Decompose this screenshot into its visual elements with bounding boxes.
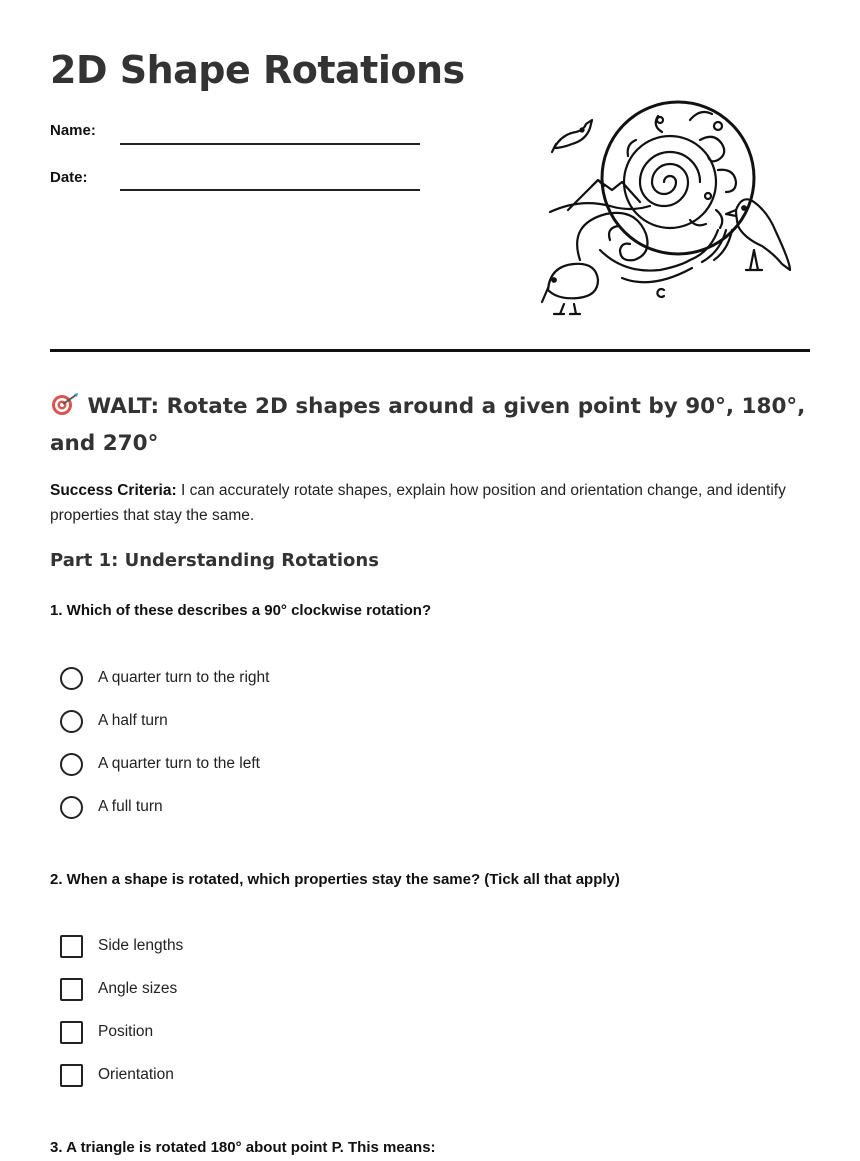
success-criteria — [50, 478, 820, 528]
checkbox[interactable] — [60, 1021, 83, 1044]
question-3: 3. A triangle is rotated 180° about point P. This means: — [50, 1139, 436, 1156]
date-field[interactable] — [120, 189, 420, 191]
option-label: Side lengths — [98, 937, 184, 954]
q1-option-2[interactable] — [60, 708, 168, 734]
option-label: A quarter turn to the left — [98, 755, 260, 772]
q2-option-2[interactable] — [60, 976, 177, 1002]
option-label: Position — [98, 1023, 154, 1040]
option-label: Angle sizes — [98, 980, 178, 997]
target-icon — [50, 392, 80, 416]
success-criteria-label: Success Criteria: — [50, 482, 177, 499]
q1-option-3[interactable] — [60, 751, 260, 777]
q2-option-3[interactable] — [60, 1019, 153, 1045]
walt-heading — [50, 388, 820, 462]
date-label: Date: — [50, 169, 88, 186]
page-title: 2D Shape Rotations — [50, 48, 465, 92]
radio-button[interactable] — [60, 753, 83, 776]
radio-button[interactable] — [60, 710, 83, 733]
q1-option-4[interactable] — [60, 794, 163, 820]
q2-option-4[interactable] — [60, 1062, 174, 1088]
option-label: Orientation — [98, 1066, 174, 1083]
radio-button[interactable] — [60, 796, 83, 819]
name-label: Name: — [50, 122, 96, 139]
option-label: A full turn — [98, 798, 163, 815]
option-label: A half turn — [98, 712, 168, 729]
question-1: 1. Which of these describes a 90° clockwise rotation? — [50, 602, 432, 619]
success-criteria-text: I can accurately rotate shapes, explain how position and orientation change, and identify properties that stay the same. — [50, 482, 786, 524]
section-divider — [50, 349, 810, 352]
q2-option-1[interactable] — [60, 933, 183, 959]
name-field[interactable] — [120, 143, 420, 145]
question-2: 2. When a shape is rotated, which properties stay the same? (Tick all that apply) — [50, 871, 620, 888]
koru-birds-illustration-icon — [540, 100, 800, 320]
checkbox[interactable] — [60, 1064, 83, 1087]
radio-button[interactable] — [60, 667, 83, 690]
checkbox[interactable] — [60, 978, 83, 1001]
part-1-heading: Part 1: Understanding Rotations — [50, 550, 379, 571]
checkbox[interactable] — [60, 935, 83, 958]
option-label: A quarter turn to the right — [98, 669, 270, 686]
walt-text: WALT: Rotate 2D shapes around a given point by 90°, 180°, and 270° — [50, 394, 806, 456]
q1-option-1[interactable] — [60, 665, 269, 691]
